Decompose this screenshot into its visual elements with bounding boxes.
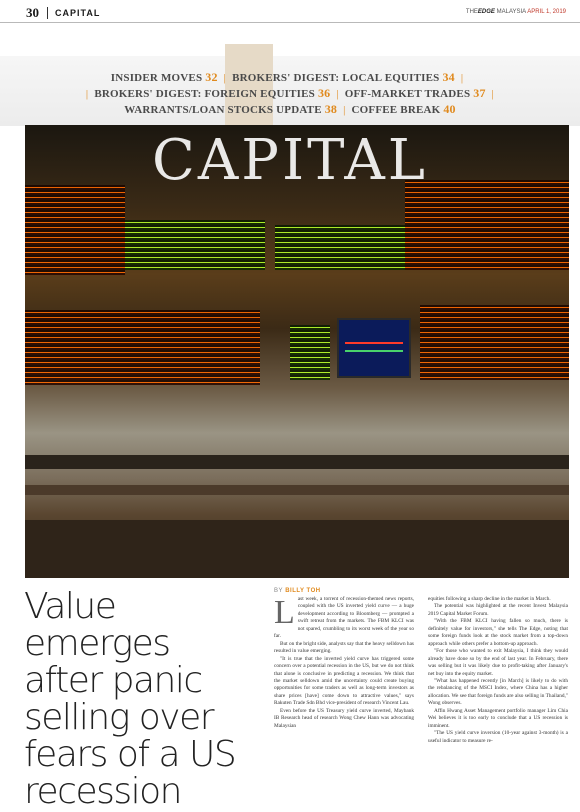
teaser-item[interactable]: BROKERS' DIGEST: LOCAL EQUITIES 34 xyxy=(232,70,455,84)
issue-date: APRIL 1, 2019 xyxy=(527,9,566,15)
author-name[interactable]: BILLY TOH xyxy=(285,588,321,594)
trading-desk xyxy=(25,485,569,495)
teaser-item[interactable]: INSIDER MOVES 32 xyxy=(110,70,218,84)
paragraph: "It is true that the inverted yield curve has triggered some concern over a potential recession in the US, but we do not think that alone is conclusive in predicting a recession. We think that the market selldown amid the uncertainty could create buying opportunities for some traders as well as long-term investors as share prices [have] come down to attractive values," says Rakuten Trade Sdn Bhd vice-president of research Vincent Lau. xyxy=(274,655,414,707)
paragraph: Even before the US Treasury yield curve inverted, Maybank IB Research head of research Wong Chew Hann was advocating Malaysian xyxy=(274,707,414,729)
article-column-2 xyxy=(428,596,568,745)
trading-desk xyxy=(25,455,569,469)
market-index-screen xyxy=(337,318,411,378)
page-header xyxy=(0,0,580,23)
paragraph: The potential was highlighted at the recent Invest Malaysia 2019 Capital Market Forum. xyxy=(428,603,568,617)
teaser-item[interactable]: WARRANTS/LOAN STOCKS UPDATE 38 xyxy=(124,102,338,116)
contents-teaser-list xyxy=(0,70,580,118)
article-column-1 xyxy=(274,596,414,730)
masthead-brand: EDGE xyxy=(477,9,495,15)
ticker-board xyxy=(25,185,125,275)
paragraph: But on the bright side, analysts say that the heavy selldown has resulted in value emerging. xyxy=(274,640,414,655)
ticker-board xyxy=(25,310,260,385)
teaser-line-2: | BROKERS' DIGEST: FOREIGN EQUITIES 36 | OFF-MARKET TRADES 37 | xyxy=(85,86,495,100)
ticker-board xyxy=(275,225,405,270)
header-divider xyxy=(47,7,48,19)
masthead xyxy=(466,9,566,15)
ticker-board xyxy=(405,180,569,270)
masthead-prefix: THE xyxy=(465,9,478,15)
section-title-overlay: CAPITAL xyxy=(151,128,428,193)
section-name: CAPITAL xyxy=(55,8,101,18)
teaser-item[interactable]: BROKERS' DIGEST: FOREIGN EQUITIES 36 xyxy=(94,86,331,100)
ticker-board xyxy=(290,325,330,380)
teaser-line-3: WARRANTS/LOAN STOCKS UPDATE 38 | COFFEE BREAK 40 xyxy=(124,102,456,116)
paragraph: "With the FBM KLCI having fallen so much, there is definitely value for investors," she tells The Edge, noting that some foreign funds look at the stock market from a top-down approach while others prefer a bottom-up approach. xyxy=(428,618,568,647)
teaser-item[interactable]: COFFEE BREAK 40 xyxy=(351,102,456,116)
ticker-board xyxy=(125,220,265,270)
teaser-line-1: INSIDER MOVES 32 | BROKERS' DIGEST: LOCAL EQUITIES 34 | xyxy=(110,70,464,84)
paragraph: "The US yield curve inversion (10-year against 3-month) is a useful indicator to measure re- xyxy=(428,730,568,744)
paragraph: ast week, a torrent of recession-themed news reports, coupled with the US inverted yield curve — a huge development according to Bloomberg — prompted a swift retreat from the markets. The FBM KLCI was not spared, crumbling to its worst week of the year so far. xyxy=(274,596,414,640)
paragraph: "For those who wanted to exit Malaysia, I think they would already have done so by the end of last year. In February, there was selling but it was likely due to profit-taking after January's net buy into the equity market. xyxy=(428,648,568,677)
byline-prefix: BY xyxy=(274,588,284,594)
article-headline: Value emerges after panic selling over fears of a US recession xyxy=(24,586,236,812)
trading-desk xyxy=(25,520,569,578)
teaser-item[interactable]: OFF-MARKET TRADES 37 xyxy=(344,86,486,100)
paragraph: equities following a sharp decline in the market in March. xyxy=(428,596,551,602)
masthead-suffix: MALAYSIA xyxy=(494,9,528,15)
drop-cap: L xyxy=(274,594,295,631)
page-number: 30 xyxy=(26,5,39,20)
paragraph: "What has happened recently [in March] is likely to do with the rebalancing of the MSCI Index, where China has a higher allocation. We see that foreign funds are also selling in Thailand," Wong observes. xyxy=(428,677,568,707)
ticker-board xyxy=(420,305,569,380)
paragraph: Affin Hwang Asset Management portfolio manager Lim Chia Wei believes it is too early to conclude that a US recession is imminent. xyxy=(428,707,568,729)
